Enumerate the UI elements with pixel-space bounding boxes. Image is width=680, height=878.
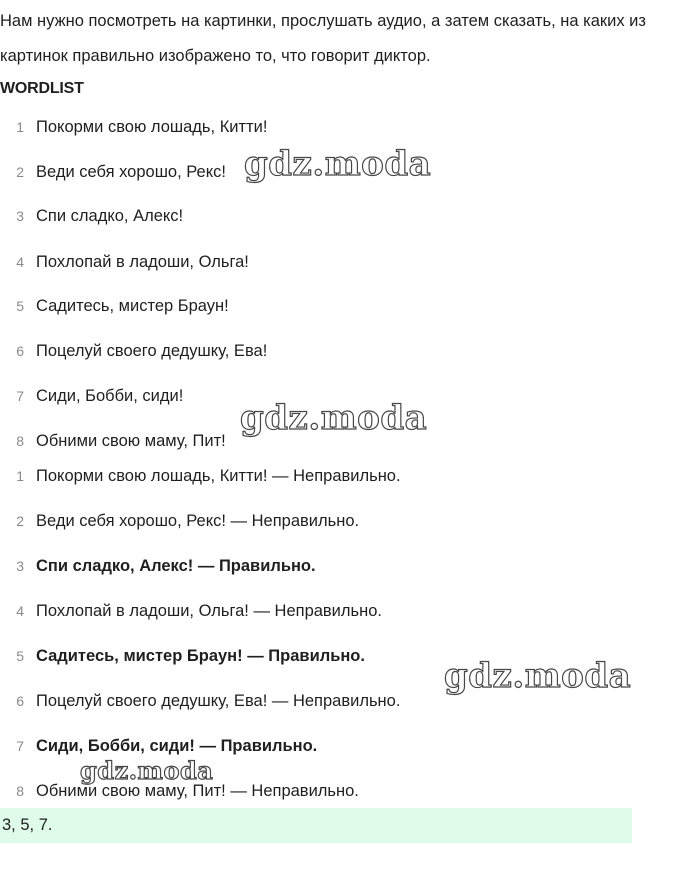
item-text: Поцелуй своего дедушку, Ева! bbox=[36, 341, 268, 360]
wordlist-item bbox=[0, 339, 267, 363]
item-number: 2 bbox=[16, 164, 24, 180]
item-text: Садитесь, мистер Браун! bbox=[36, 296, 229, 315]
wordlist-item bbox=[0, 204, 183, 228]
answer-text: Поцелуй своего дедушку, Ева! — Неправильно. bbox=[36, 691, 401, 710]
answer-item bbox=[0, 689, 400, 713]
answer-item bbox=[0, 464, 401, 488]
wordlist-item bbox=[0, 250, 249, 274]
item-text: Обними свою маму, Пит! bbox=[36, 431, 226, 450]
item-number: 4 bbox=[16, 254, 24, 270]
item-number: 6 bbox=[16, 343, 24, 359]
item-number: 8 bbox=[16, 433, 24, 449]
answer-text: Сиди, Бобби, сиди! — Правильно. bbox=[36, 736, 318, 755]
item-number: 7 bbox=[16, 388, 24, 404]
answer-item bbox=[0, 779, 359, 803]
wordlist-item bbox=[0, 115, 267, 139]
item-text: Покорми свою лошадь, Китти! bbox=[36, 117, 268, 136]
item-text: Похлопай в ладоши, Ольга! bbox=[36, 252, 249, 271]
answer-item-correct bbox=[0, 644, 365, 668]
answer-item-correct bbox=[0, 734, 317, 758]
answer-item bbox=[0, 599, 382, 623]
answer-text: Обними свою маму, Пит! — Неправильно. bbox=[36, 781, 359, 800]
item-text: Веди себя хорошо, Рекс! bbox=[36, 162, 226, 181]
item-number: 5 bbox=[16, 648, 24, 664]
wordlist-heading: WORDLIST bbox=[0, 80, 84, 97]
answer-text: Веди себя хорошо, Рекс! — Неправильно. bbox=[36, 511, 360, 530]
answer-text: Спи сладко, Алекс! — Правильно. bbox=[36, 556, 316, 575]
item-text: Спи сладко, Алекс! bbox=[36, 206, 184, 225]
item-number: 1 bbox=[16, 119, 24, 135]
item-number: 6 bbox=[16, 693, 24, 709]
item-number: 3 bbox=[16, 208, 24, 224]
answer-item bbox=[0, 509, 359, 533]
item-number: 3 bbox=[16, 558, 24, 574]
wordlist-item bbox=[0, 160, 226, 184]
watermark-logo: gdz.moda bbox=[244, 144, 432, 184]
watermark-logo: gdz.moda bbox=[444, 656, 632, 696]
wordlist-item bbox=[0, 384, 183, 408]
final-answer: 3, 5, 7. bbox=[2, 816, 53, 834]
item-number: 8 bbox=[16, 783, 24, 799]
task-description: Нам нужно посмотреть на картинки, прослушать аудио, а затем сказать, на каких из картинок правильно изображено то, что говорит диктор. bbox=[0, 12, 646, 65]
final-answer-box bbox=[0, 808, 632, 843]
item-number: 2 bbox=[16, 513, 24, 529]
watermark-logo: gdz.moda bbox=[80, 756, 214, 785]
wordlist-item bbox=[0, 429, 226, 453]
item-number: 1 bbox=[16, 468, 24, 484]
item-number: 4 bbox=[16, 603, 24, 619]
item-text: Сиди, Бобби, сиди! bbox=[36, 386, 184, 405]
wordlist-item bbox=[0, 294, 229, 318]
answer-text: Садитесь, мистер Браун! — Правильно. bbox=[36, 646, 365, 665]
answer-text: Покорми свою лошадь, Китти! — Неправильно. bbox=[36, 466, 401, 485]
answer-text: Похлопай в ладоши, Ольга! — Неправильно. bbox=[36, 601, 383, 620]
watermark-logo: gdz.moda bbox=[240, 398, 428, 438]
item-number: 7 bbox=[16, 738, 24, 754]
item-number: 5 bbox=[16, 298, 24, 314]
answer-item-correct bbox=[0, 554, 316, 578]
